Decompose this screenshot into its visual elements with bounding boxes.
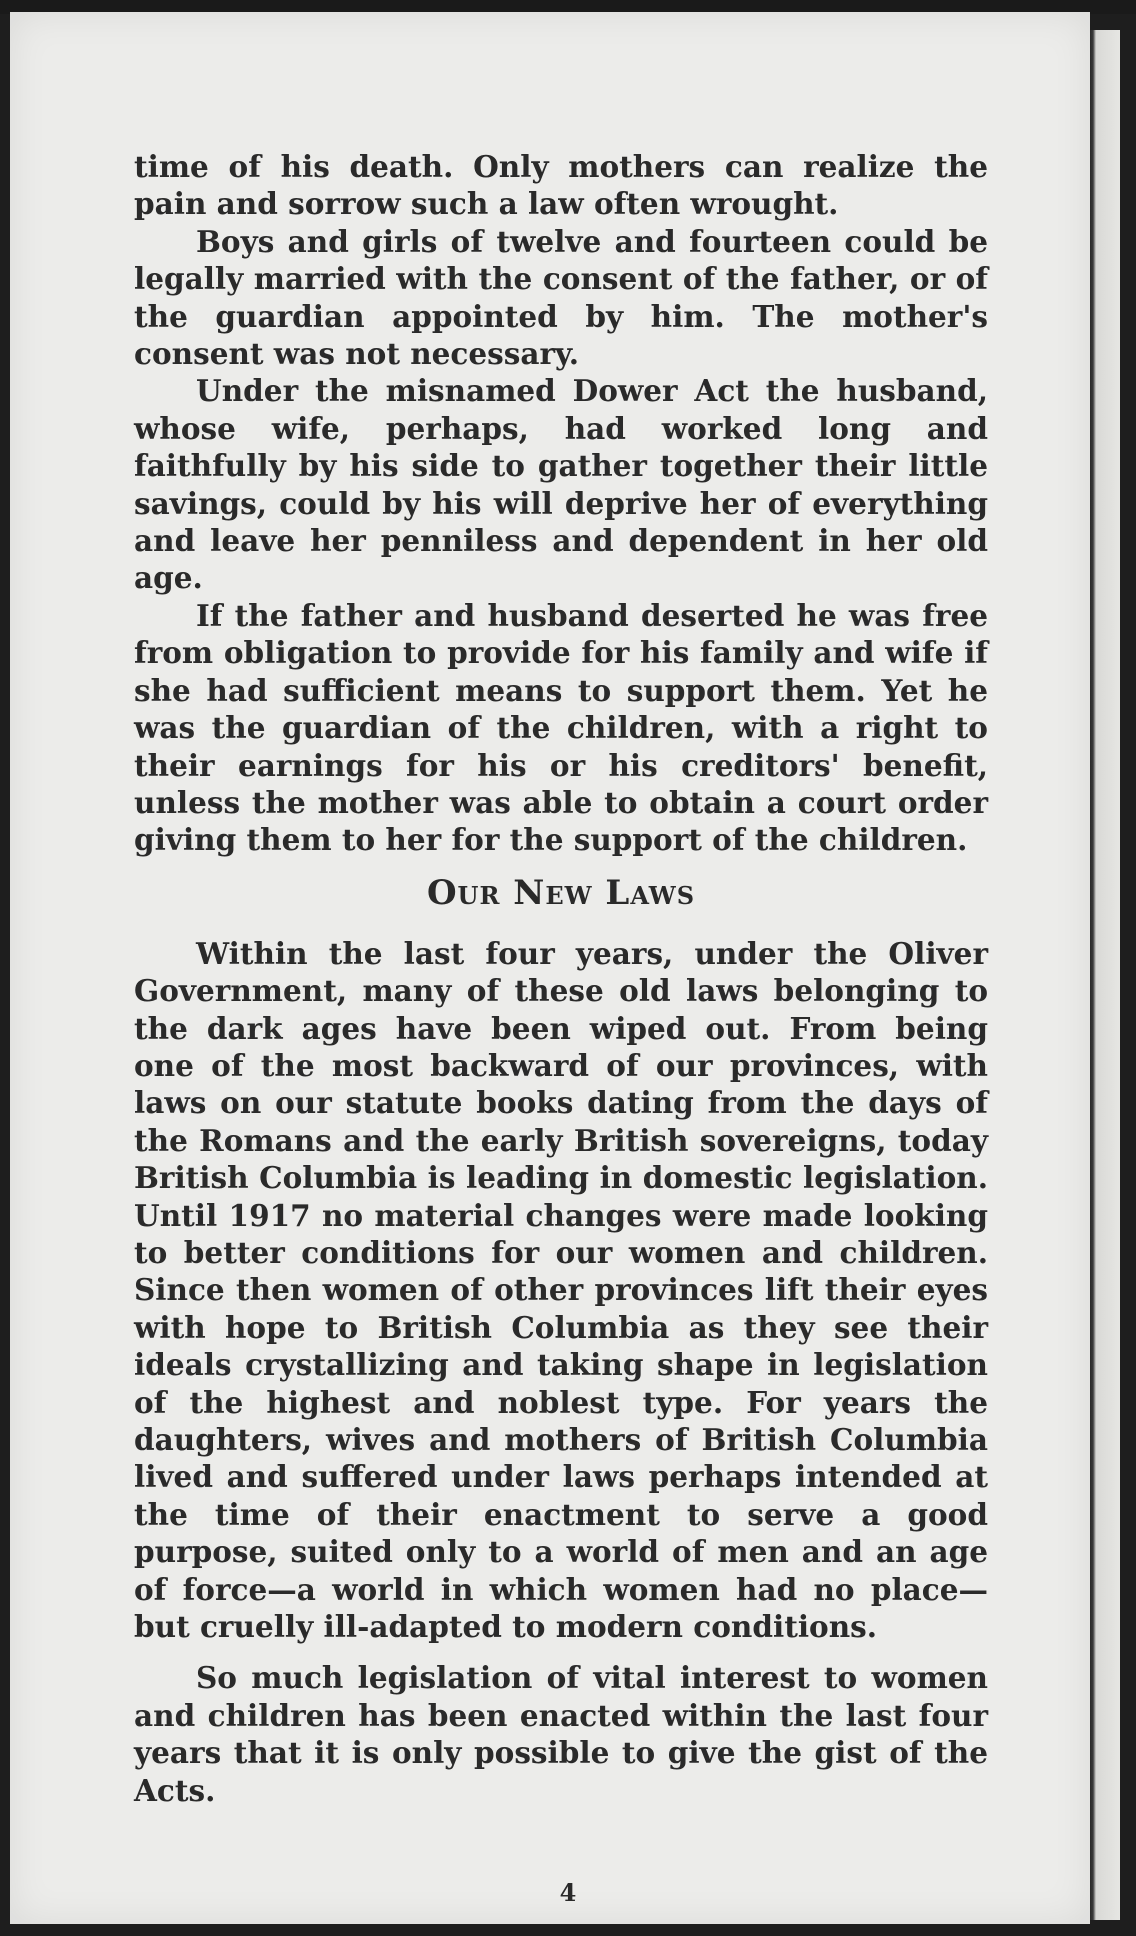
- paragraph-6: So much legislation of vital interest to women and children has been enacted within the last four years that it is only possible to give the gist of the Acts.: [134, 1660, 988, 1808]
- page-body: [134, 148, 988, 1809]
- paragraph-3: Under the misnamed Dower Act the husband, whose wife, perhaps, had worked long and faithfully by his side to gather together their little savings, could by his will deprive her of everything and leave her penniless and dependent in her old age.: [134, 373, 988, 596]
- paragraph-1: time of his death. Only mothers can realize the pain and sorrow such a law often wrought.: [134, 149, 988, 222]
- paragraph-5: Within the last four years, under the Oliver Government, many of these old laws belonging to the dark ages have been wiped out. From being one of the most backward of our provinces, with laws on our statute books dating from the days of the Romans and the early British sovereigns, today British Columbia is leading in domestic legislation. Until 1917 no material changes were made looking to better conditions for our women and children. Since then women of other provinces lift their eyes with hope to British Columbia as they see their ideals crystallizing and taking shape in legislation of the highest and noblest type. For years the daughters, wives and mothers of British Columbia lived and suffered under laws perhaps intended at the time of their enactment to serve a good purpose, suited only to a world of men and an age of force—a world in which women had no place—but cruelly ill-adapted to modern conditions.: [134, 935, 988, 1645]
- page-number: 4: [559, 1878, 577, 1907]
- page-gutter: [1090, 30, 1120, 1920]
- paragraph-2: Boys and girls of twelve and fourteen could be legally married with the consent of the father, or of the guardian appointed by him. The mother's consent was not necessary.: [134, 223, 988, 372]
- paragraph-4: If the father and husband deserted he was free from obligation to provide for his family and wife if she had sufficient means to support them. Yet he was the guardian of the children, with a right to their earnings for his or his creditors' benefit, unless the mother was able to obtain a court order giving them to her for the support of the children.: [134, 597, 988, 858]
- section-heading: Our New Laws: [426, 872, 696, 913]
